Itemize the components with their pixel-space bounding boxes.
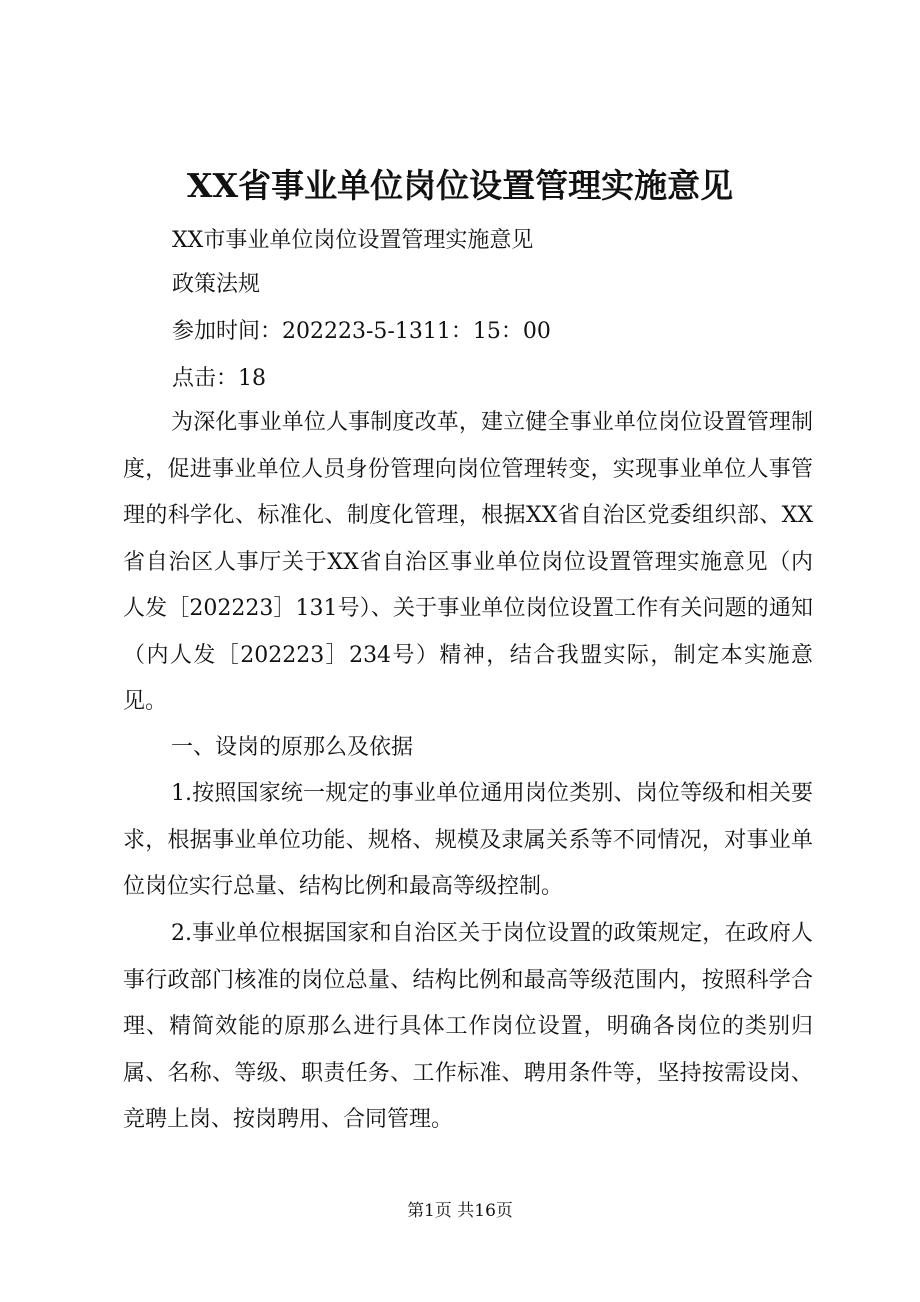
document-category: 政策法规 <box>172 272 261 297</box>
page-footer: 第1页 共16页 <box>407 1201 513 1221</box>
document-subtitle: XX市事业单位岗位设置管理实施意见 <box>172 228 534 253</box>
clause-paragraph-2: 2.事业单位根据国家和自治区关于岗位设置的政策规定，在政府人事行政部门核准的岗位总量、结构比例和最高等级范围内，按照科学合理、精简效能的原那么进行具体工作岗位设置，明确各岗位的类别归属、名称、等级、职责任务、工作标准、聘用条件等，坚持按需设岗、竞聘上岗、按岗聘用、合同管理。 <box>123 921 813 1132</box>
click-count: 点击：18 <box>172 366 266 391</box>
clause-paragraph-1: 1.按照国家统一规定的事业单位通用岗位类别、岗位等级和相关要求，根据事业单位功能、规格、规模及隶属关系等不同情况，对事业单位岗位实行总量、结构比例和最高等级控制。 <box>123 781 813 899</box>
publish-time: 参加时间：202223-5-1311：15：00 <box>172 319 551 344</box>
section-heading: 一、设岗的原那么及依据 <box>171 735 414 760</box>
intro-paragraph: 为深化事业单位人事制度改革，建立健全事业单位岗位设置管理制度，促进事业单位人员身份管理向岗位管理转变，实现事业单位人事管理的科学化、标准化、制度化管理，根据XX省自治区党委组织部、XX省自治区人事厅关于XX省自治区事业单位岗位设置管理实施意见（内人发［202223］131号）、关于事业单位岗位设置工作有关问题的通知（内人发［202223］234号）精神，结合我盟实际，制定本实施意见。 <box>123 410 813 714</box>
document-title: XX省事业单位岗位设置管理实施意见 <box>186 166 734 205</box>
